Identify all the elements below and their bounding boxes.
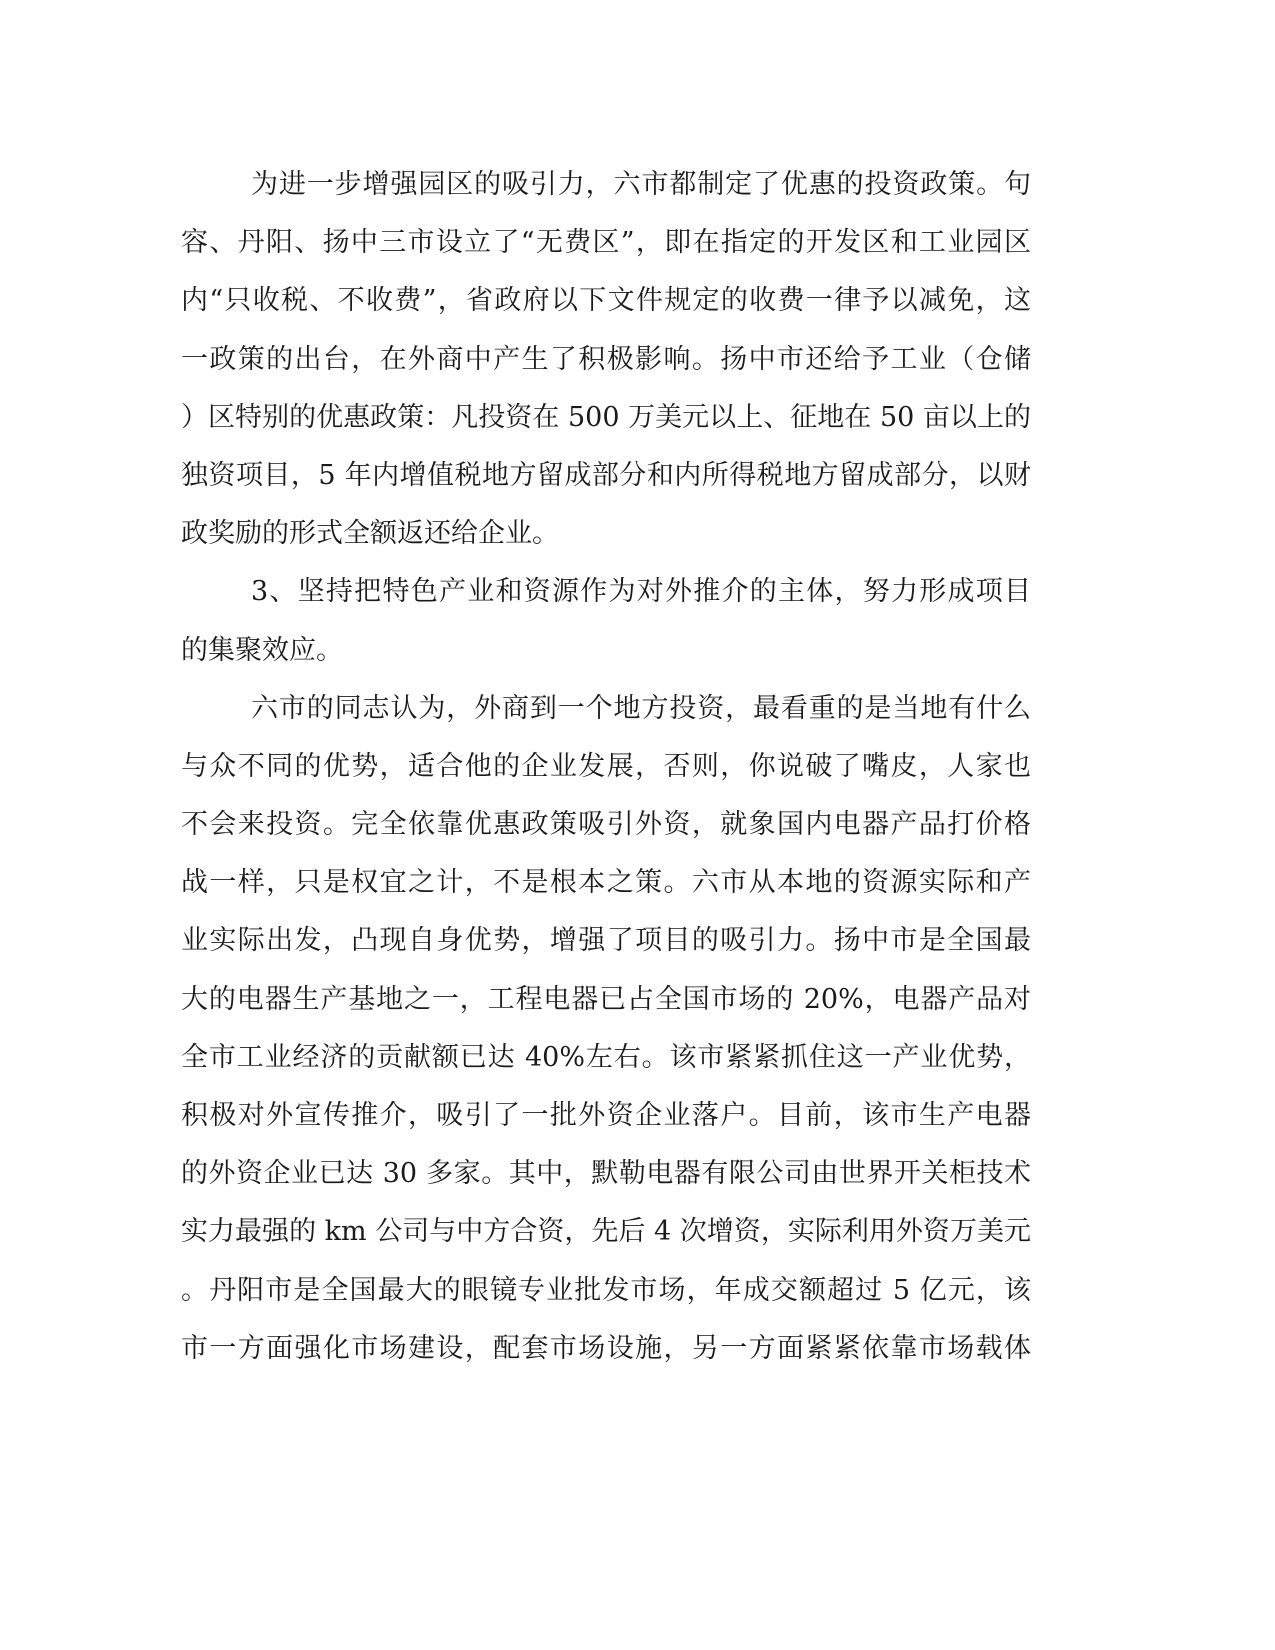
- section-heading-line: 3、坚持把特色产业和资源作为对外推介的主体，努力形成项目: [251, 576, 1031, 608]
- paragraph-line: 积极对外宣传推介，吸引了一批外资企业落户。目前，该市生产电器: [181, 1100, 1031, 1131]
- body-text: [181, 156, 1031, 1378]
- paragraph-line: 独资项目，5 年内增值税地方留成部分和内所得税地方留成部分，以财: [181, 459, 1031, 491]
- paragraph-line: 战一样，只是权宜之计，不是根本之策。六市从本地的资源实际和产: [181, 867, 1031, 899]
- paragraph-line: 一政策的出台，在外商中产生了积极影响。扬中市还给予工业（仓储: [181, 343, 1031, 375]
- paragraph-line: ）区特别的优惠政策：凡投资在 500 万美元以上、征地在 50 亩以上的: [181, 401, 1031, 433]
- section-heading-line: 的集聚效应。: [181, 634, 343, 666]
- paragraph-line: 政奖励的形式全额返还给企业。: [181, 518, 559, 550]
- paragraph-line: 的外资企业已达 30 多家。其中，默勒电器有限公司由世界开关柜技术: [181, 1158, 1031, 1190]
- paragraph-line: 为进一步增强园区的吸引力，六市都制定了优惠的投资政策。句: [251, 169, 1031, 200]
- paragraph-line: 六市的同志认为，外商到一个地方投资，最看重的是当地有什么: [251, 692, 1031, 724]
- paragraph-line: 不会来投资。完全依靠优惠政策吸引外资，就象国内电器产品打价格: [181, 809, 1031, 841]
- paragraph-line: 实力最强的 km 公司与中方合资，先后 4 次增资，实际利用外资万美元: [181, 1216, 1031, 1248]
- paragraph-line: 内“只收税、不收费”，省政府以下文件规定的收费一律予以减免，这: [181, 285, 1031, 317]
- paragraph-line: 市一方面强化市场建设，配套市场设施，另一方面紧紧依靠市场载体: [181, 1332, 1031, 1364]
- paragraph-line: 大的电器生产基地之一，工程电器已占全国市场的 20%，电器产品对: [181, 983, 1031, 1015]
- paragraph-line: 全市工业经济的贡献额已达 40%左右。该市紧紧抓住这一产业优势，: [181, 1041, 1031, 1073]
- paragraph-line: 业实际出发，凸现自身优势，增强了项目的吸引力。扬中市是全国最: [181, 925, 1031, 957]
- paragraph-line: 容、丹阳、扬中三市设立了“无费区”，即在指定的开发区和工业园区: [181, 227, 1031, 259]
- paragraph-line: 。丹阳市是全国最大的眼镜专业批发市场，年成交额超过 5 亿元，该: [181, 1274, 1031, 1306]
- paragraph-line: 与众不同的优势，适合他的企业发展，否则，你说破了嘴皮，人家也: [181, 750, 1031, 782]
